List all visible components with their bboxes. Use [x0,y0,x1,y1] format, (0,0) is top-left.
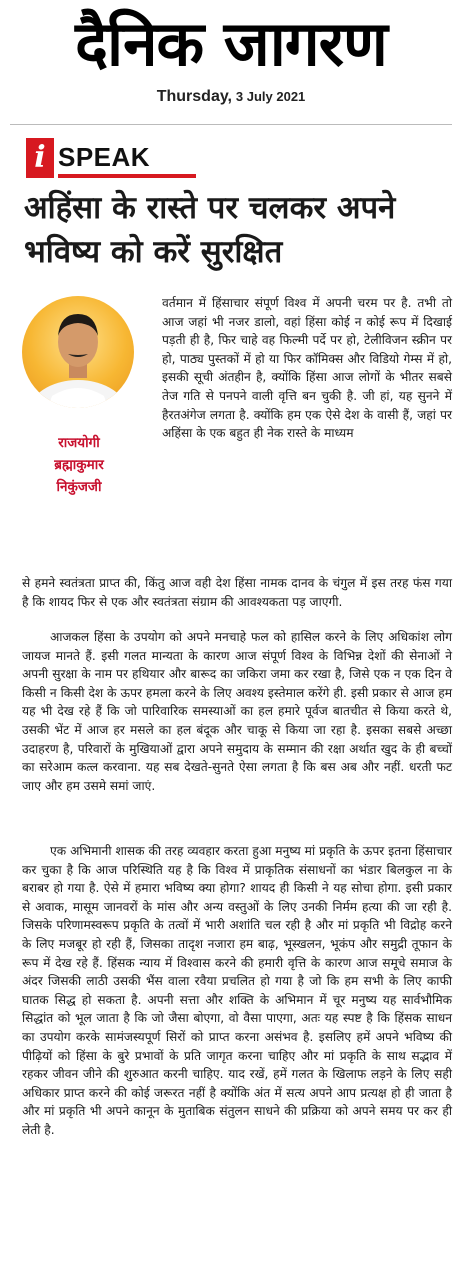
author-title: राजयोगी [58,435,100,451]
date-day: Thursday, [156,88,232,105]
author-given-name: निकुंजजी [56,479,102,495]
date-value: 3 July 2021 [235,89,306,104]
badge-word: SPEAK [58,142,151,172]
badge-letter: i [26,138,54,178]
article-headline: अहिंसा के रास्ते पर चलकर अपने भविष्य को करें सुरक्षित [24,190,396,270]
publication-date [0,88,462,106]
newspaper-logo: दैनिक जागरण [75,7,387,80]
author-portrait-icon [22,296,134,408]
paragraph-1-wrapped: वर्तमान में हिंसाचार संपूर्ण विश्व में अपनी चरम पर है. तभी तो आज जहां भी नजर डालो, वहां हिंसा कोई न कोई रूप में दिखाई पड़ती ही है, फिर चाहे वह फिल्मी पर्दे पर हो, टेलीविजन स्क्रीन पर हो, पाठ्य पुस्तकों में हो या फिर कॉमिक्स और विडियो गेम्स में हो, इसकी सूची अंतहीन है, क्योंकि हिंसा आज लोगों के भीतर सबसे तेज गति से पनपने वाली वृत्ति बन चुकी है. जी हां, यह सुनने में हैरतअंगेज लगता है. क्योंकि हम एक ऐसे देश के वासी हैं, जहां पर अहिंसा के एक बहुत ही नेक रास्ते के माध्यम [162,296,452,441]
badge-underline [58,174,196,178]
paragraph-3: एक अभिमानी शासक की तरह व्यवहार करता हुआ मनुष्य मां प्रकृति के ऊपर इतना हिंसाचार कर चुका है कि आज परिस्थिति यह है कि विश्व में प्राकृतिक संसाधनों का भंडार बिलकुल ना के बराबर हो गया है. ऐसे में हमारा भविष्य क्या होगा? शायद ही किसी ने यह सोचा होगा. इसी प्रकार से अवाक, मासूम जानवरों के मांस और अन्य वस्तुओं के लिए उनकी निर्मम हत्या की जा रही है. जिसके परिणामस्वरूप प्रकृति के तत्वों में भारी अशांति चल रही है और मां प्रकृति भी विद्रोह करने के लिए मजबूर हो रही हैं, जिसका तादृश नजारा हम बाढ़, भूस्खलन, भूकंप और समुद्री तूफान के रूप में देख रहे हैं. हिंसक न्याय में विश्वास करने की हमारी वृत्ति के कारण आज समूचे समाज के अंदर जिसकी लाठी उसकी भैंस वाला रवैया प्रचलित हो गया है जो कि हम सभी के लिए काफी घातक सिद्ध हो सकता है. अपनी सत्ता और शक्ति के अभिमान में चूर मनुष्य यह सार्वभौमिक सिद्धांत को भूल जाता है कि जो जैसा बोएगा, वो वैसा पाएगा, अतः यह स्पष्ट है कि हिंसक साधन का उपयोग करके सामंजस्यपूर्ण सिरों को प्राप्त करना असंभव है. इसलिए हमें अपने भविष्य की पीढ़ियों को हिंसा के बुरे प्रभावों के प्रति जागृत करना चाहिए और मां प्रकृति के साथ सद्भाव में रहकर जीवन जीने की शुरुआत करनी चाहिए. याद रखें, हमें गलत के खिलाफ लड़ने के लिए सही अधिकार प्राप्त करने की कोई जरूरत नहीं है क्योंकि अंत में सत्य अपने आप प्रत्यक्ष हो ही जाता है और मां प्रकृति भी अपने कानून के मुताबिक संतुलन साधने की प्रक्रिया को अपने समय पर कर ही लेती है. [22,844,452,1137]
author-photo [22,296,134,408]
column-badge [26,138,196,178]
masthead [0,0,462,118]
author-name [18,432,140,498]
author-org: ब्रह्माकुमार [54,457,104,473]
paragraph-1-continued: से हमने स्वतंत्रता प्राप्त की, किंतु आज वही देश हिंसा नामक दानव के चंगुल में इस तरह फंस गया है कि शायद फिर से एक और स्वतंत्रता संग्राम की आवश्यकता पड़ जाएगी. [22,576,452,609]
divider [10,124,452,125]
paragraph-2: आजकल हिंसा के उपयोग को अपने मनचाहे फल को हासिल करने के लिए अधिकांश लोग जायज मानते हैं. इसी गलत मान्यता के कारण आज संपूर्ण विश्व के विभिन्न देशों की सेनाओं ने अपनी सुरक्षा के नाम पर हथियार और बारूद का जकिरा जमा कर रखा है, जिसे एक न एक दिन वे किसी न किसी देश के ऊपर हमला करने के लिए अवश्य इस्तेमाल करेंगे ही. इसी प्रकार से आज हम यह भी देख रहे हैं कि जो पारिवारिक समस्याओं का हल हमारे पूर्वज बातचीत से किया करते थे, उसकी भेंट में आज हर मसले का हल बंदूक और चाकू से किया जा रहा है. इसका सबसे अच्छा उदाहरण है, परिवारों के मुखियाओं द्वारा अपने समुदाय के सम्मान की रक्षा अर्थात खुद के ही बच्चों का सरेआम कत्ल करवाना. यह सब देखते-सुनते ऐसा लगता है कि बस अब और नहीं. धरती फट जाए और हम उसमे समां जाएं. [22,630,452,793]
